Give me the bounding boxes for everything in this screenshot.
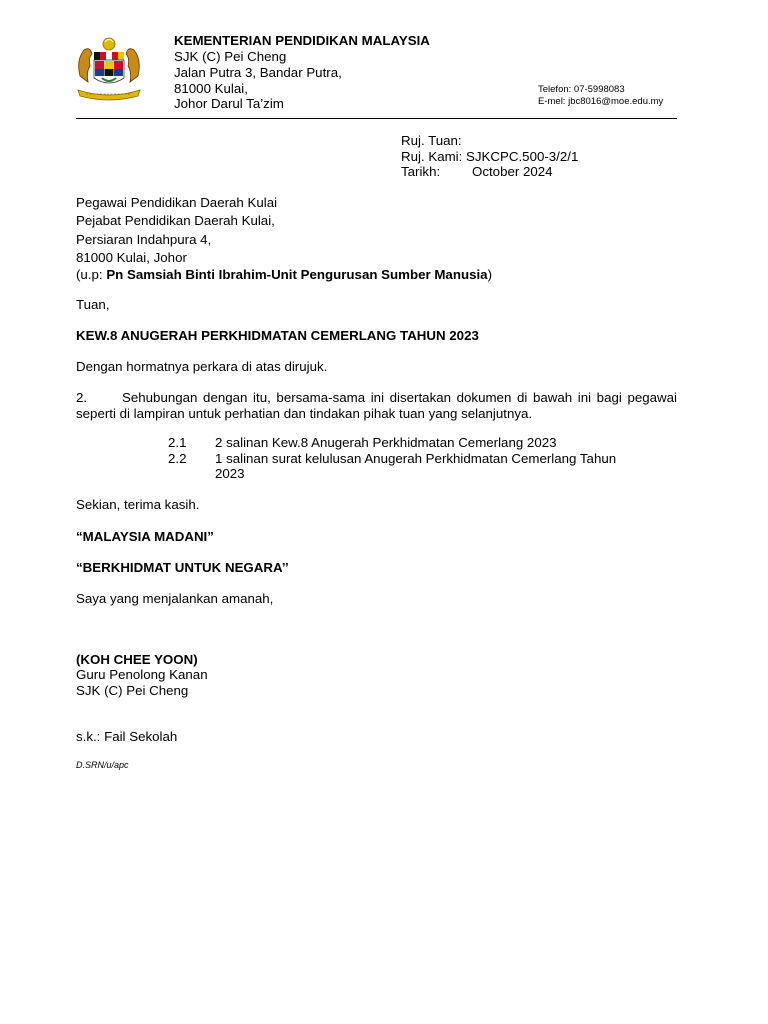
list-item-text-continued: 2023	[215, 466, 245, 481]
carbon-copy: s.k.: Fail Sekolah	[76, 729, 178, 744]
phone-number: Telefon: 07-5998083	[538, 84, 625, 95]
paragraph-2-number: 2.	[76, 390, 88, 405]
list-item	[168, 435, 557, 451]
letter-subject: KEW.8 ANUGERAH PERKHIDMATAN CEMERLANG TAHUN 2023	[76, 328, 479, 343]
signatory-school: SJK (C) Pei Cheng	[76, 683, 189, 698]
signatory-title: Guru Penolong Kanan	[76, 667, 208, 682]
recipient-line3: Persiaran Indahpura 4,	[76, 232, 212, 247]
attention-line	[76, 267, 492, 283]
ministry-name: KEMENTERIAN PENDIDIKAN MALAYSIA	[174, 33, 430, 48]
recipient-line2: Pejabat Pendidikan Daerah Kulai,	[76, 213, 275, 228]
trust-line: Saya yang menjalankan amanah,	[76, 591, 274, 606]
recipient-line1: Pegawai Pendidikan Daerah Kulai	[76, 195, 278, 210]
slogan-berkhidmat: “BERKHIDMAT UNTUK NEGARA’’	[76, 560, 289, 575]
attention-suffix: )	[487, 267, 492, 282]
tarikh-value: October 2024	[472, 164, 553, 179]
attention-prefix: (u.p:	[76, 267, 107, 282]
school-name: SJK (C) Pei Cheng	[174, 49, 287, 64]
ruj-tuan: Ruj. Tuan:	[401, 133, 462, 148]
school-address-line1: Jalan Putra 3, Bandar Putra,	[174, 65, 342, 80]
attention-name: Pn Samsiah Binti Ibrahim-Unit Pengurusan Sumber Manusia	[106, 267, 488, 282]
opening-sentence: Dengan hormatnya perkara di atas dirujuk.	[76, 359, 328, 374]
email-address: E-mel: jbc8016@moe.edu.my	[538, 96, 664, 107]
salutation: Tuan,	[76, 297, 110, 312]
reference-code: D.SRN/u/apc	[76, 760, 129, 770]
list-item-text: 1 salinan surat kelulusan Anugerah Perkhidmatan Cemerlang Tahun	[215, 451, 617, 466]
malaysia-coat-of-arms-icon	[74, 36, 144, 102]
paragraph-2-text: Sehubungan dengan itu, bersama-sama ini disertakan dokumen di bawah ini bagi pegawai seperti di lampiran untuk perhatian dan tindakan pihak tuan yang selanjutnya.	[76, 390, 677, 421]
header-divider	[76, 118, 677, 119]
list-item-text: 2 salinan Kew.8 Anugerah Perkhidmatan Cemerlang 2023	[215, 435, 557, 450]
closing-line: Sekian, terima kasih.	[76, 497, 200, 512]
list-item-number: 2.1	[168, 435, 187, 450]
list-item-number: 2.2	[168, 451, 187, 466]
slogan-malaysia-madani: “MALAYSIA MADANI”	[76, 529, 214, 544]
tarikh-label: Tarikh:	[401, 164, 441, 179]
school-address-line2: 81000 Kulai,	[174, 81, 248, 96]
ruj-kami: Ruj. Kami: SJKCPC.500-3/2/1	[401, 149, 579, 164]
recipient-line4: 81000 Kulai, Johor	[76, 250, 187, 265]
paragraph-2	[76, 390, 677, 422]
signatory-name: (KOH CHEE YOON)	[76, 652, 198, 667]
school-address-line3: Johor Darul Ta’zim	[174, 96, 284, 111]
list-item	[168, 451, 616, 467]
